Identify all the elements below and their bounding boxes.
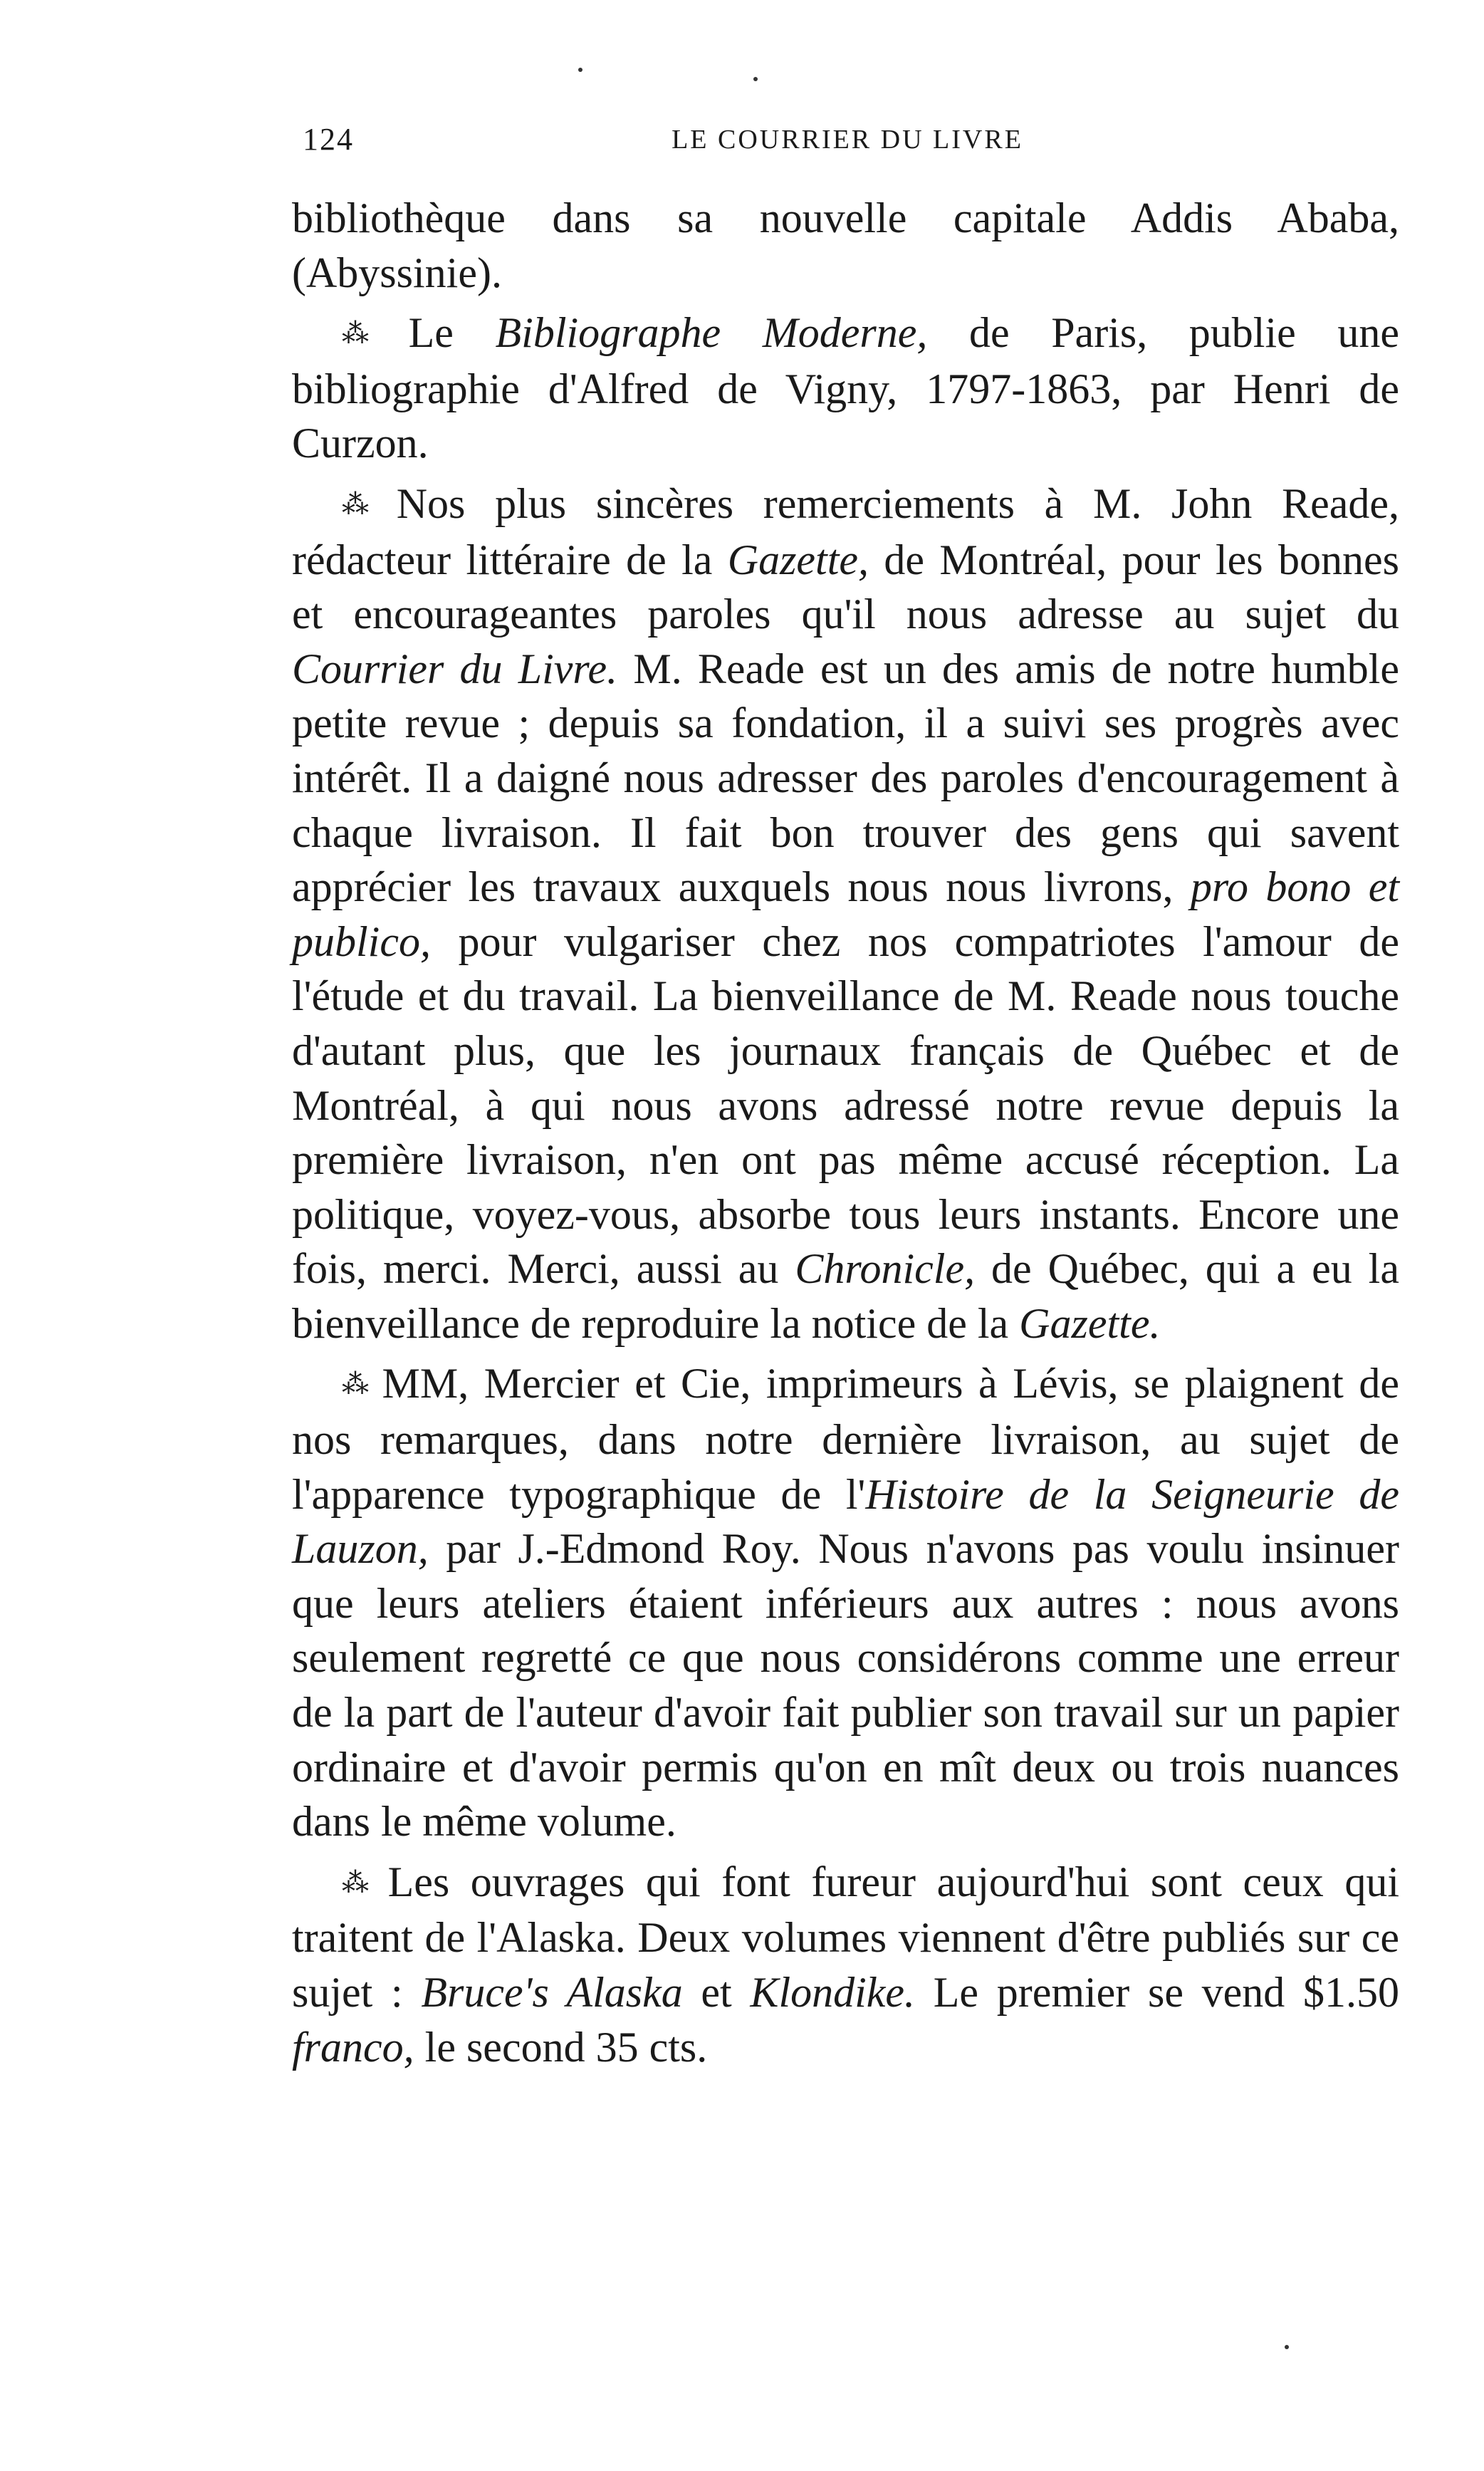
text-run: M. Reade est un des amis de notre humble petite revue ; depuis sa fondation, il a suivi ses progrès avec intérêt. Il a daigné nous adresser des paroles d'encouragement à chaque livraison. Il fait bon trouver des gens qui savent apprécier les travaux auxquels nous nous livrons, [292, 645, 1399, 911]
text-run: Le [408, 309, 496, 357]
text-run: le second 35 cts. [414, 2023, 708, 2071]
italic-title: Courrier du Livre. [292, 645, 618, 692]
paragraph [292, 1356, 1399, 1848]
italic-title: Bibliographe Moderne, [495, 309, 928, 357]
text-run: MM, Mercier et Cie, imprimeurs à Lévis, se plaignent de nos remarques, dans notre dernière livraison, au sujet de l'apparence typographique de l' [292, 1360, 1399, 1518]
text-body [292, 191, 1399, 2074]
text-run: de Paris, publie une bibliographie d'Alfred de Vigny, 1797-1863, par Henri de Curzon. [292, 309, 1400, 467]
page-header [303, 121, 1392, 164]
italic-title: Bruce's Alaska [421, 1969, 683, 2016]
page-number: 124 [303, 122, 354, 157]
italic-title: Gazette, [727, 536, 869, 583]
asterism-glyph: ⁂ [342, 319, 399, 350]
asterism-glyph: ⁂ [342, 489, 387, 520]
text-run: Nos plus sincères remerciements à M. John Reade, rédacteur littéraire de la [292, 479, 1400, 583]
text-run: et [682, 1969, 751, 2016]
text-run: de Québec, qui a eu la bienveillance de reproduire la notice de la [292, 1245, 1399, 1347]
paragraph [292, 306, 1399, 471]
text-run: de Montréal, pour les bonnes et encourageantes paroles qu'il nous adresse au sujet du [292, 536, 1399, 638]
italic-title: Histoire de la Seigneurie de Lauzon, [292, 1470, 1399, 1573]
running-title: LE COURRIER DU LIVRE [672, 125, 1023, 155]
paragraph [292, 191, 1399, 300]
text-run: par J.-Edmond Roy. Nous n'avons pas voulu insinuer que leurs ateliers étaient inférieurs aux autres : nous avons seulement regretté ce que nous considérons comme une erreur de la part de l'auteur d'avoir fait publier son travail sur un papier ordinaire et d'avoir permis qu'on en mît deux ou trois nuances dans le même volume. [292, 1525, 1399, 1846]
paragraph [292, 1855, 1399, 2074]
scan-speck [753, 77, 758, 81]
text-run: bibliothèque dans sa nouvelle capitale Addis Ababa, (Abyssinie). [292, 194, 1399, 296]
text-run: Les ouvrages qui font fureur aujourd'hui sont ceux qui traitent de l'Alaska. Deux volumes viennent d'être publiés sur ce sujet : [292, 1858, 1400, 2016]
italic-title: franco, [292, 2023, 414, 2071]
scan-speck [1285, 2345, 1289, 2349]
italic-title: Klondike. [750, 1969, 916, 2016]
italic-title: pro bono et publico, [292, 863, 1399, 965]
asterism-glyph: ⁂ [342, 1370, 372, 1400]
asterism-glyph: ⁂ [342, 1868, 378, 1898]
italic-title: Chronicle, [795, 1245, 976, 1293]
scan-speck [578, 68, 582, 72]
italic-title: Gazette. [1019, 1299, 1161, 1347]
text-run: pour vulgariser chez nos compatriotes l'amour de l'étude et du travail. La bienveillance de M. Reade nous touche d'autant plus, que les journaux français de Québec et de Montréal, à qui nous avons adressé notre revue depuis la première livraison, n'en ont pas même accusé réception. La politique, voyez-vous, absorbe tous leurs instants. Encore une fois, merci. Merci, aussi au [292, 917, 1399, 1293]
text-run: Le premier se vend $1.50 [915, 1969, 1399, 2016]
paragraph [292, 477, 1399, 1351]
